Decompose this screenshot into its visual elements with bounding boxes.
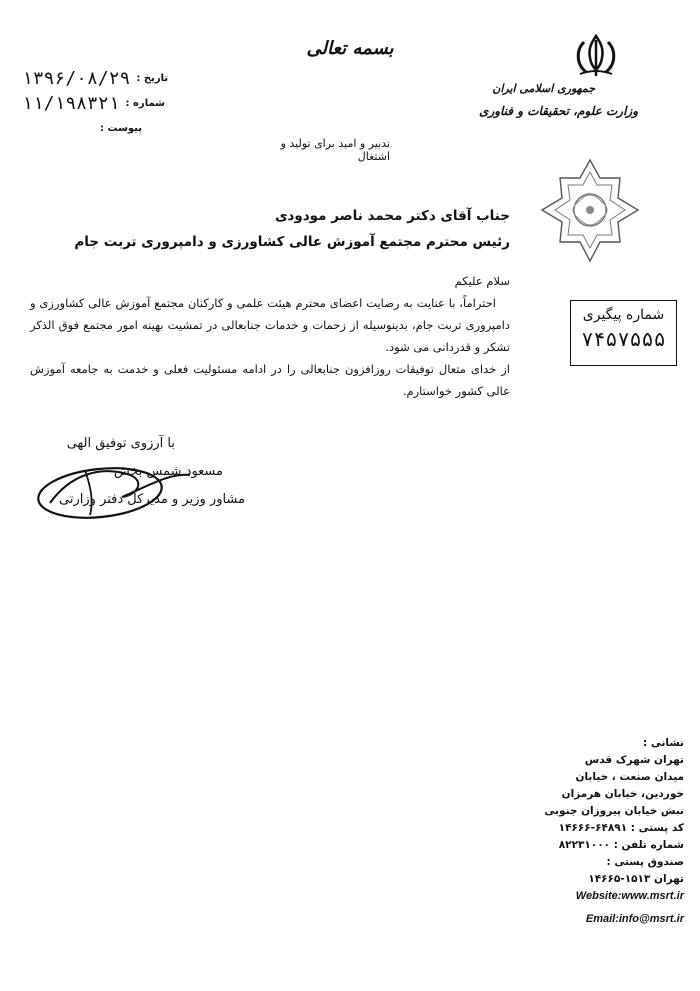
signer-name: مسعود شمس بخش: [113, 464, 223, 479]
address-label: نشانی :: [643, 737, 684, 749]
address-line: خوردین، خیابان هرمزان: [561, 788, 684, 800]
islamic-ornament-icon: [540, 158, 640, 263]
address-block: [484, 735, 684, 928]
address-line: تهران شهرک قدس: [584, 754, 684, 766]
bismillah-heading: بسمه تعالی: [306, 38, 394, 59]
tracking-number: ۷۴۵۷۵۵۵: [581, 327, 666, 351]
address-line: میدان صنعت ، خیابان: [575, 771, 684, 783]
date-label: تاریخ :: [136, 72, 169, 84]
addressee-name: جناب آقای دکتر محمد ناصر مودودی: [275, 208, 510, 224]
addressee-block: [74, 203, 510, 255]
website-link[interactable]: Website:www.msrt.ir: [575, 890, 684, 902]
date-value: ۱۳۹۶/۰۸/۲۹: [22, 67, 131, 89]
signer-title: مشاور وزیر و مدیرکل دفتر وزارتی: [59, 492, 245, 507]
number-value: ۱۱/۱۹۸۳۲۱: [22, 92, 120, 114]
postal-code: کد پستی : ۶۴۸۹۱-۱۴۶۶۶: [558, 822, 684, 834]
ministry-label: وزارت علوم، تحقیقات و فناوری: [479, 104, 638, 118]
pobox-label: صندوق پستی :: [606, 856, 684, 868]
address-line: نبش خیابان پیروزان جنوبی: [544, 805, 684, 817]
tracking-label: شماره پیگیری: [582, 307, 665, 323]
number-row: [22, 93, 165, 113]
email-link[interactable]: Email:info@msrt.ir: [585, 913, 684, 925]
phone-number: شماره تلفن : ۸۲۲۳۱۰۰۰: [558, 839, 684, 851]
slogan: تدبیر و امید برای تولید و اشتغال: [280, 137, 390, 163]
body-paragraph: احتراماً، با عنایت به رضایت اعضای محترم هیئت علمی و کارکنان مجتمع آموزش عالی کشاورزی و دامپروری تربت جام، بدینوسیله از زحمات و خدمات جنابعالی در تمشیت بهینه امور مجتمع فوق الذکر تشکر و قدردانی می شود.: [30, 296, 510, 354]
greeting: سلام علیکم: [454, 274, 510, 288]
attachment-row: [100, 118, 142, 138]
tracking-box: [570, 300, 677, 366]
republic-label: جمهوری اسلامی ایران: [492, 82, 595, 95]
letter-body: [30, 270, 510, 402]
addressee-title: رئیس محترم مجتمع آموزش عالی کشاورزی و دامپروری تربت جام: [74, 234, 510, 250]
iran-emblem-icon: [570, 32, 622, 78]
closing-wish: با آرزوی توفیق الهی: [66, 436, 175, 451]
number-label: شماره :: [125, 97, 165, 109]
attachment-label: پیوست :: [100, 122, 143, 134]
signature-icon: [30, 445, 205, 525]
pobox-value: تهران ۱۵۱۳-۱۴۶۶۵: [588, 873, 684, 885]
body-paragraph: از خداى متعال توفیقات روزافزون جنابعالی را در ادامه مسئولیت فعلی و خدمت به جامعه آموزش عالی کشور خواستارم.: [30, 362, 510, 398]
date-row: [22, 68, 168, 88]
